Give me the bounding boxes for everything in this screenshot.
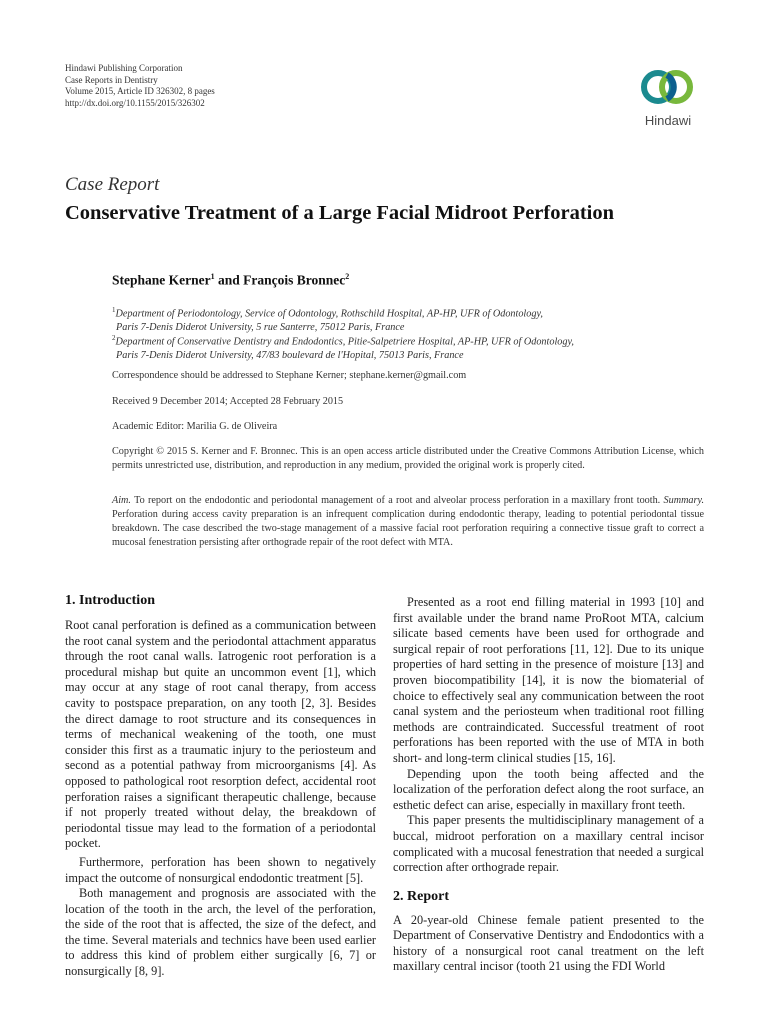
intro-paragraph-1: Root canal perforation is defined as a communication between the root canal system and the periodontal attachment apparatus through the root canal walls. Iatrogenic root perforation is a procedural mishap but quite an uncommon event [1], which may occur at any stage of root canal therapy, from access cavity to postspace preparation, on any tooth [2, 3]. Besides the direct damage to root structure and its consequences in terms of mechanical weakening of the tooth, one must consider this first as a traumatic injury to the periosteum and second as a potential pathway from microorganisms [4]. As opposed to pathological root resorption defect, accidental root perforation raises a significant therapeutic challenge, because if not properly treated without delay, the breakdown of periodontal tissue may lead to the formation of a periodontal pocket. [65, 618, 376, 851]
report-paragraph-1: A 20-year-old Chinese female patient presented to the Department of Conservative Dentistry and Endodontics with a history of a nonsurgical root canal treatment on the left maxillary central incisor (tooth 21 using the FDI World [393, 912, 704, 974]
article-type: Case Report [65, 174, 160, 195]
academic-editor: Academic Editor: Marilia G. de Oliveira [112, 421, 278, 432]
volume-info: Volume 2015, Article ID 326302, 8 pages [65, 86, 215, 96]
received-dates: Received 9 December 2014; Accepted 28 February 2015 [112, 396, 344, 407]
author-1: Stephane Kerner [112, 272, 211, 288]
journal-name: Case Reports in Dentistry [65, 74, 158, 85]
abstract-summary-text: Perforation during access cavity preparation is an infrequent complication during endodontic therapy, leading to potential periodontal tissue breakdown. The case described the two-stage management of a massive facial root perforation requiring a connective tissue graft to correct a mucosal fenestration persisting after orthograde repair of the root defect with MTA. [112, 509, 704, 548]
doi-link[interactable]: http://dx.doi.org/10.1155/2015/326302 [65, 97, 205, 108]
intro-paragraph-2: Furthermore, perforation has been shown to negatively impact the outcome of nonsurgical endodontic treatment [5]. [65, 854, 376, 885]
correspondence: Correspondence should be addressed to Stephane Kerner; stephane.kerner@gmail.com [112, 370, 467, 381]
author-list [112, 272, 349, 289]
affiliation-2 [112, 331, 712, 363]
hindawi-logo-text: Hindawi [644, 113, 692, 128]
author-1-sup: 1 [210, 272, 215, 281]
right-column [393, 595, 704, 975]
publisher-name: Hindawi Publishing Corporation [65, 63, 183, 73]
intro-paragraph-3: Both management and prognosis are associated with the location of the tooth in the arch, the level of the perforation, the side of the root that is affected, the size of the defect, and the time. Several materials and technics have been used earlier to address this kind of problem either surgically [6, 7] or nonsurgically [8, 9]. [65, 886, 376, 979]
author-2-sup: 2 [345, 272, 350, 281]
affiliation-1-line2: Paris 7-Denis Diderot University, 5 rue Santerre, 75012 Paris, France [116, 322, 405, 334]
hindawi-logo-icon [628, 60, 708, 140]
right-paragraph-1: Presented as a root end filling material in 1993 [10] and first available under the brand name ProRoot MTA, calcium silicate based cements have been used for orthograde and surgical repair of root perforations [11, 12]. Due to its unique properties of hard setting in the presence of moisture [13] and proven biocompatibility [14], it is now the biomaterial of choice to effectively seal any communication between the root canal system and the periosteum when traditional root filling methods are contraindicated. Successful treatment of root perforations has been reported with the use of MTA in both short- and long-term clinical studies [15, 16]. [393, 595, 704, 765]
affiliation-2-line1: Department of Conservative Dentistry and Endodontics, Pitie-Salpetriere Hospital, AP-HP, UFR of Odontology, [115, 336, 574, 348]
left-column [65, 593, 376, 980]
journal-header [65, 63, 215, 109]
affiliation-2-sup: 2 [112, 334, 116, 342]
author-separator: and [214, 272, 244, 288]
right-paragraph-2: Depending upon the tooth being affected and the localization of the perforation defect along the root surface, an esthetic defect can arise, especially in maxillary front teeth. [393, 766, 704, 812]
intro-heading: 1. Introduction [65, 593, 155, 608]
abstract [112, 494, 704, 550]
report-heading: 2. Report [393, 888, 449, 904]
affiliation-2-line2: Paris 7-Denis Diderot University, 47/83 boulevard de l'Hopital, 75013 Paris, France [116, 350, 464, 362]
affiliation-1-line1: Department of Periodontology, Service of Odontology, Rothschild Hospital, AP-HP, UFR of Odontology, [115, 308, 543, 320]
affiliation-1-sup: 1 [112, 306, 116, 314]
abstract-aim-text: To report on the endodontic and periodontal management of a root and alveolar process perforation in a maxillary front tooth. [130, 495, 664, 506]
right-paragraph-3: This paper presents the multidisciplinary management of a buccal, midroot perforation on a maxillary central incisor complicated with a mucosal fenestration that needed a surgical correction after orthograde repair. [393, 813, 704, 875]
copyright-notice: Copyright © 2015 S. Kerner and F. Bronnec. This is an open access article distributed under the Creative Commons Attribution License, which permits unrestricted use, distribution, and reproduction in any medium, provided the original work is properly cited. [112, 446, 704, 471]
abstract-summary-label: Summary. [663, 495, 704, 506]
abstract-aim-label: Aim. [112, 495, 131, 506]
article-title: Conservative Treatment of a Large Facial Midroot Perforation [65, 202, 614, 224]
author-2: François Bronnec [243, 272, 346, 288]
